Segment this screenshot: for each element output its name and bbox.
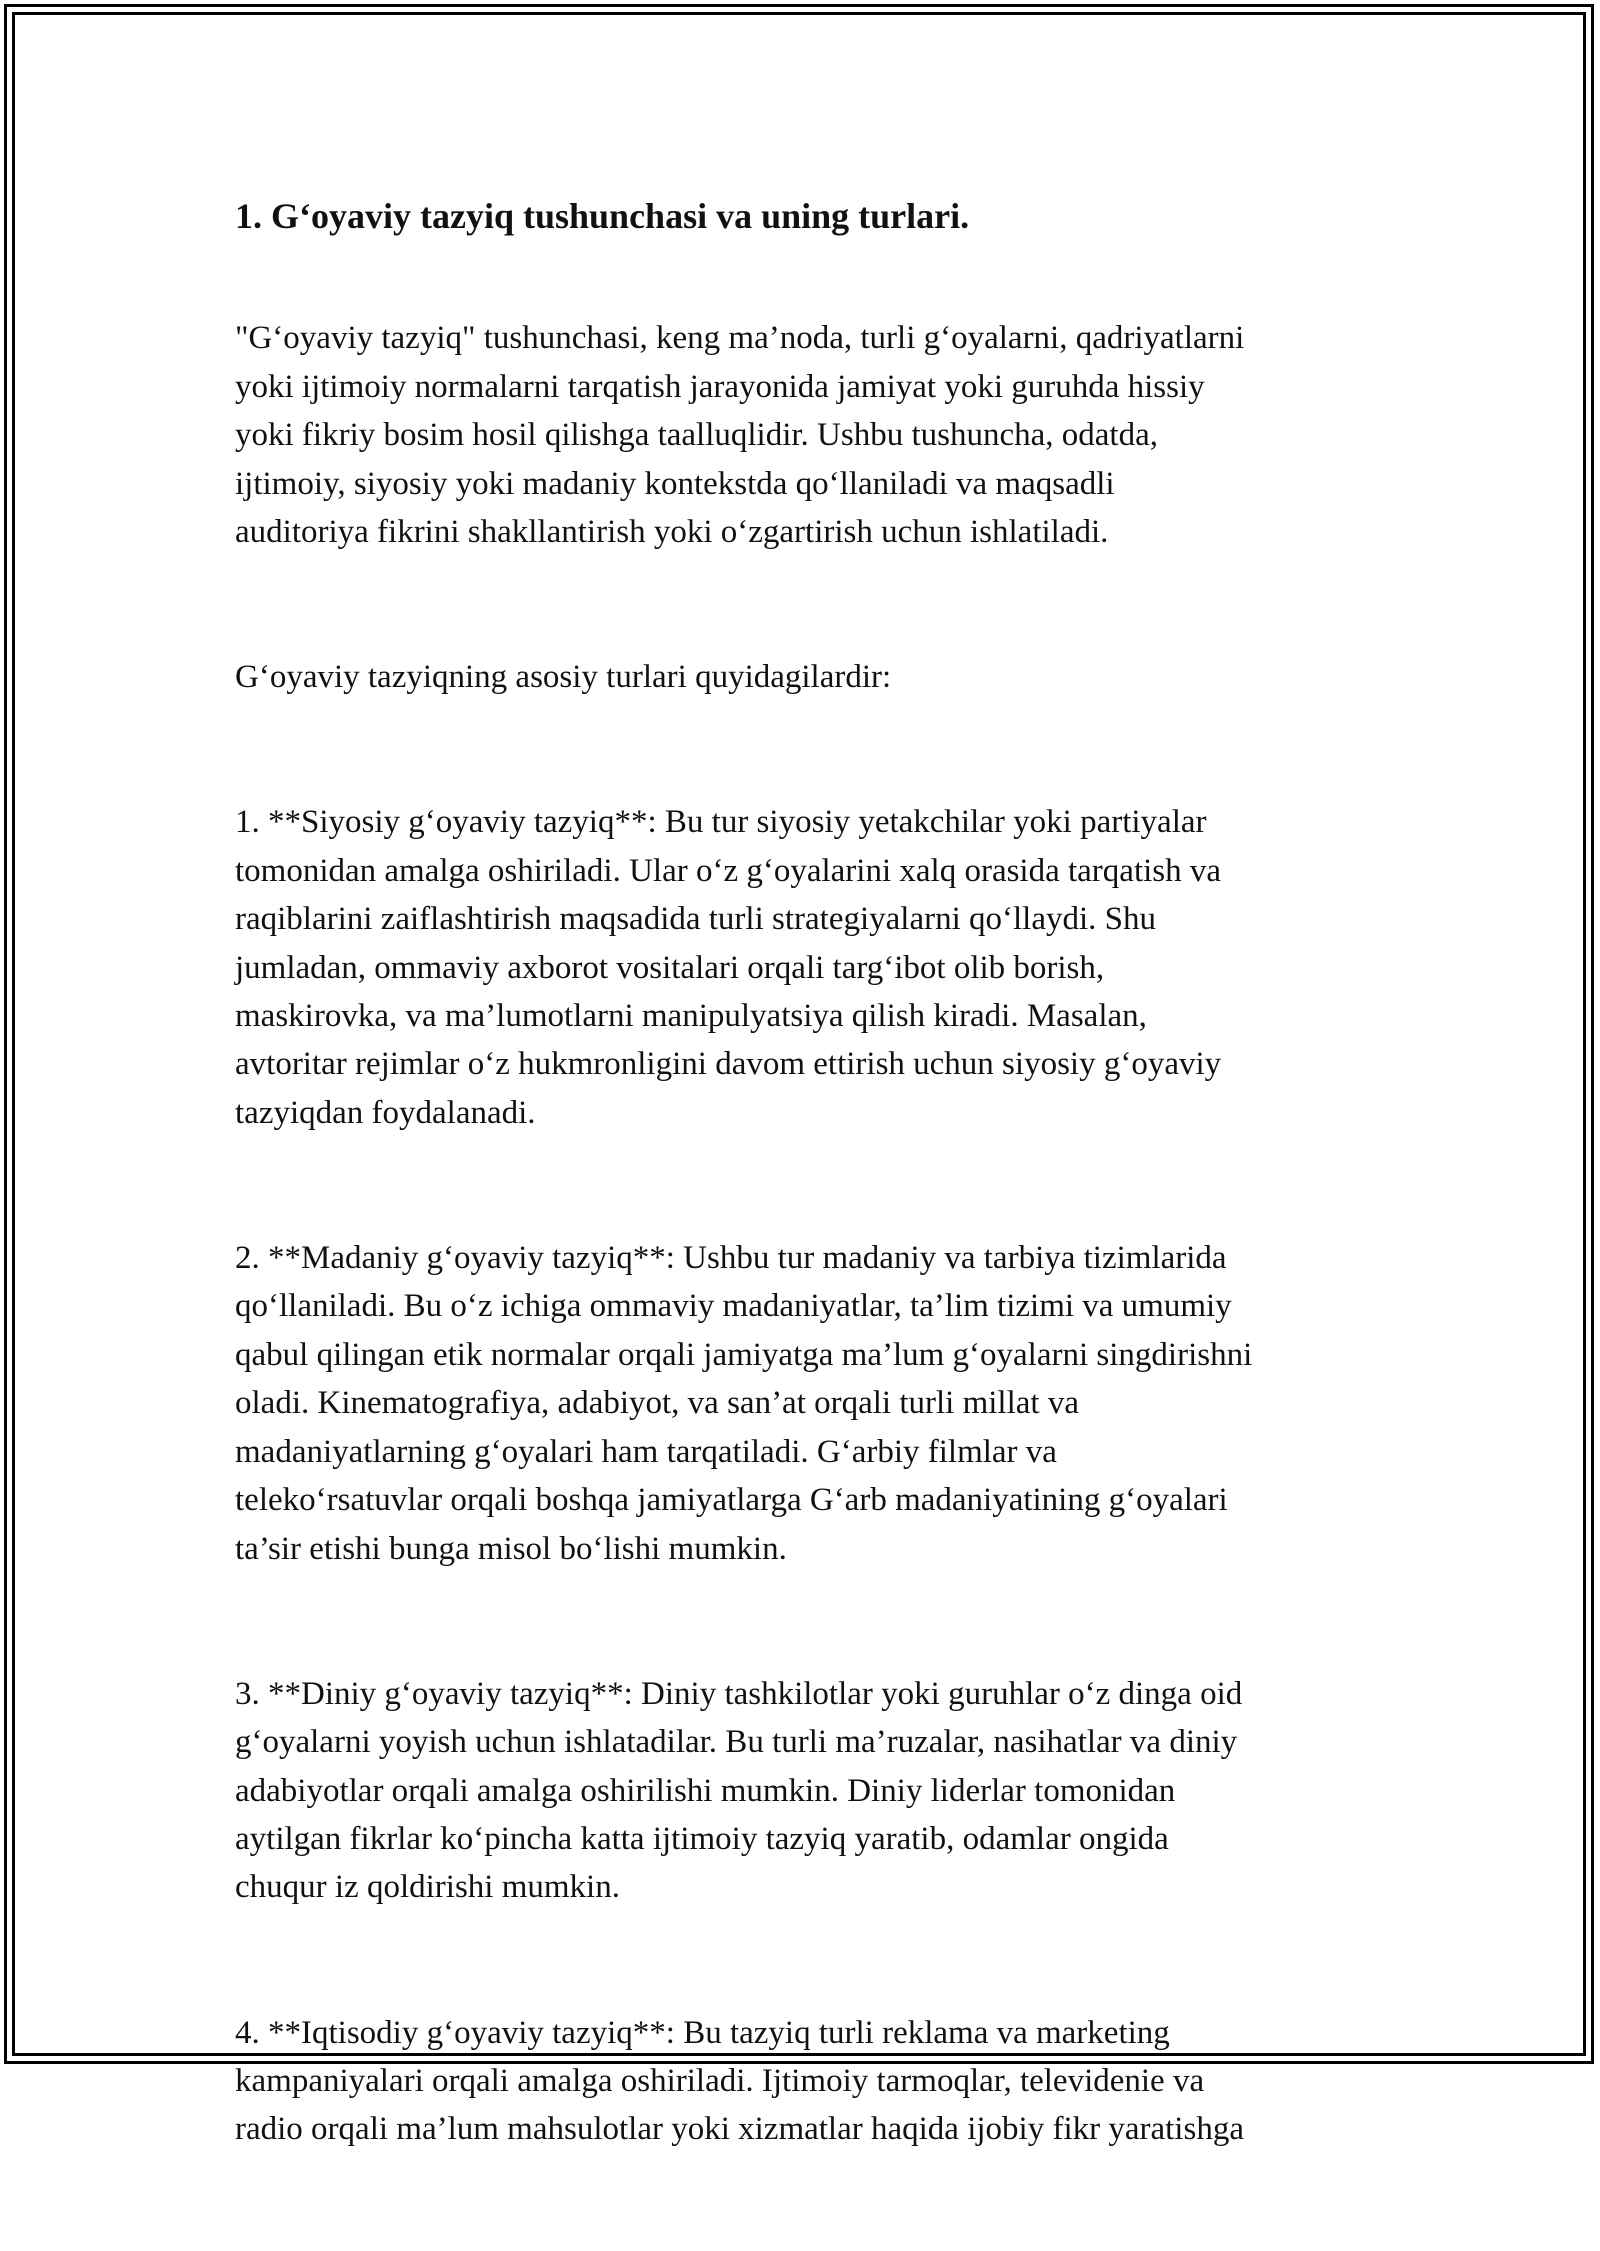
document-text xyxy=(235,266,1385,2251)
paragraph-religious: 3. **Diniy g‘oyaviy tazyiq**: Diniy tashkilotlar yoki guruhlar o‘z dinga oid g‘oyalarni yoyish uchun ishlatadilar. Bu turli ma’ruzalar, nasihatlar va diniy adabiyotlar orqali amalga oshirilishi mumkin. Diniy liderlar tomonidan aytilgan fikrlar ko‘pincha katta ijtimoiy tazyiq yaratib, odamlar ongida chuqur iz qoldirishi mumkin. xyxy=(235,1675,1243,1906)
document-title: 1. G‘oyaviy tazyiq tushunchasi va uning turlari. xyxy=(235,196,970,236)
paragraph-intro: "G‘oyaviy tazyiq" tushunchasi, keng ma’noda, turli g‘oyalarni, qadriyatlarni yoki ijtimoiy normalarni tarqatish jarayonida jamiyat yoki guruhda hissiy yoki fikriy bosim hosil qilishga taalluqlidir. Ushbu tushuncha, odatda, ijtimoiy, siyosiy yoki madaniy kontekstda qo‘llaniladi va maqsadli auditoriya fikrini shakllantirish yoki o‘zgartirish uchun ishlatiladi. xyxy=(235,320,1245,551)
paragraph-types-heading: G‘oyaviy tazyiqning asosiy turlari quyidagilardir: xyxy=(235,659,892,696)
paragraph-cultural: 2. **Madaniy g‘oyaviy tazyiq**: Ushbu tur madaniy va tarbiya tizimlarida qo‘llaniladi. Bu o‘z ichiga ommaviy madaniyatlar, ta’lim tizimi va umumiy qabul qilingan etik normalar orqali jamiyatga ma’lum g‘oyalarni singdirishni oladi. Kinematografiya, adabiyot, va san’at orqali turli millat va madaniyatlarning g‘oyalari ham tarqatiladi. G‘arbiy filmlar va teleko‘rsatuvlar orqali boshqa jamiyatlarga G‘arb madaniyatining g‘oyalari ta’sir etishi bunga misol bo‘lishi mumkin. xyxy=(235,1240,1253,1567)
document-body xyxy=(235,188,1385,2251)
paragraph-political: 1. **Siyosiy g‘oyaviy tazyiq**: Bu tur siyosiy yetakchilar yoki partiyalar tomonidan amalga oshiriladi. Ular o‘z g‘oyalarini xalq orasida tarqatish va raqiblarini zaiflashtirish maqsadida turli strategiyalarni qo‘llaydi. Shu jumladan, ommaviy axborot vositalari orqali targ‘ibot olib borish, maskirovka, va ma’lumotlarni manipulyatsiya qilish kiradi. Masalan, avtoritar rejimlar o‘z hukmronligini davom ettirish uchun siyosiy g‘oyaviy tazyiqdan foydalanadi. xyxy=(235,804,1222,1131)
paragraph-economic: 4. **Iqtisodiy g‘oyaviy tazyiq**: Bu tazyiq turli reklama va marketing kampaniyalari orqali amalga oshiriladi. Ijtimoiy tarmoqlar, televidenie va radio orqali ma’lum mahsulotlar yoki xizmatlar haqida ijobiy fikr yaratishga xyxy=(235,2014,1244,2148)
